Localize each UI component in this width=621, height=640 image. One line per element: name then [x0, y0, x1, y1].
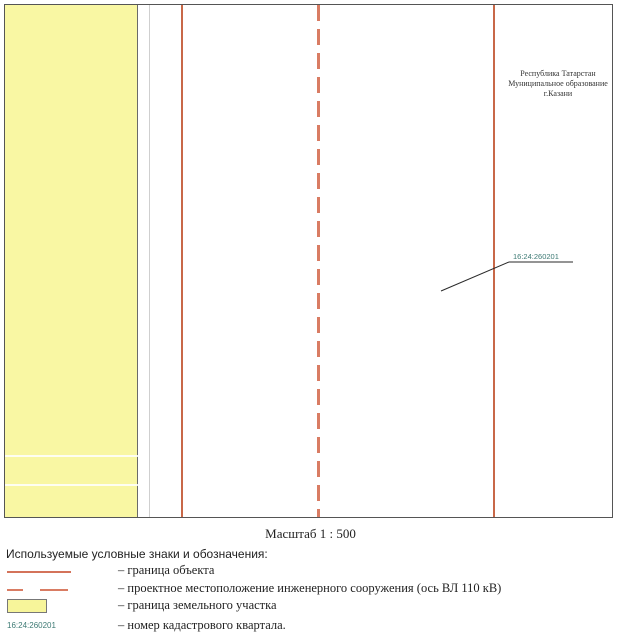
- leader-line: [5, 5, 614, 519]
- dashed-line-symbol: [7, 589, 23, 591]
- cadastral-symbol: 16:24:260201: [7, 621, 56, 630]
- leader-pointer: [441, 262, 509, 291]
- legend-item-text: – проектное местоположение инженерного сооружения (ось ВЛ 110 кВ): [118, 581, 502, 595]
- legend-item: [0, 598, 621, 616]
- dashed-line-symbol: [40, 589, 68, 591]
- region-line: г.Казани: [543, 89, 573, 98]
- legend-title: Используемые условные знаки и обозначения:: [6, 547, 268, 561]
- legend-item-text: – граница объекта: [118, 563, 215, 577]
- legend-item: [0, 581, 621, 599]
- scale-label: Масштаб 1 : 500: [265, 526, 356, 541]
- map-frame: [4, 4, 613, 518]
- region-line: Республика Татарстан: [520, 69, 596, 78]
- legend-item-text: – граница земельного участка: [118, 598, 277, 612]
- yellow-box-symbol: [7, 599, 47, 613]
- cadastral-number-label: 16:24:260201: [513, 252, 559, 261]
- legend-item-text: – номер кадастрового квартала.: [118, 618, 286, 632]
- solid-line-symbol: [7, 571, 71, 573]
- region-line: Муниципальное образование: [508, 79, 608, 88]
- legend-item: [0, 563, 621, 581]
- legend-item: [0, 618, 621, 636]
